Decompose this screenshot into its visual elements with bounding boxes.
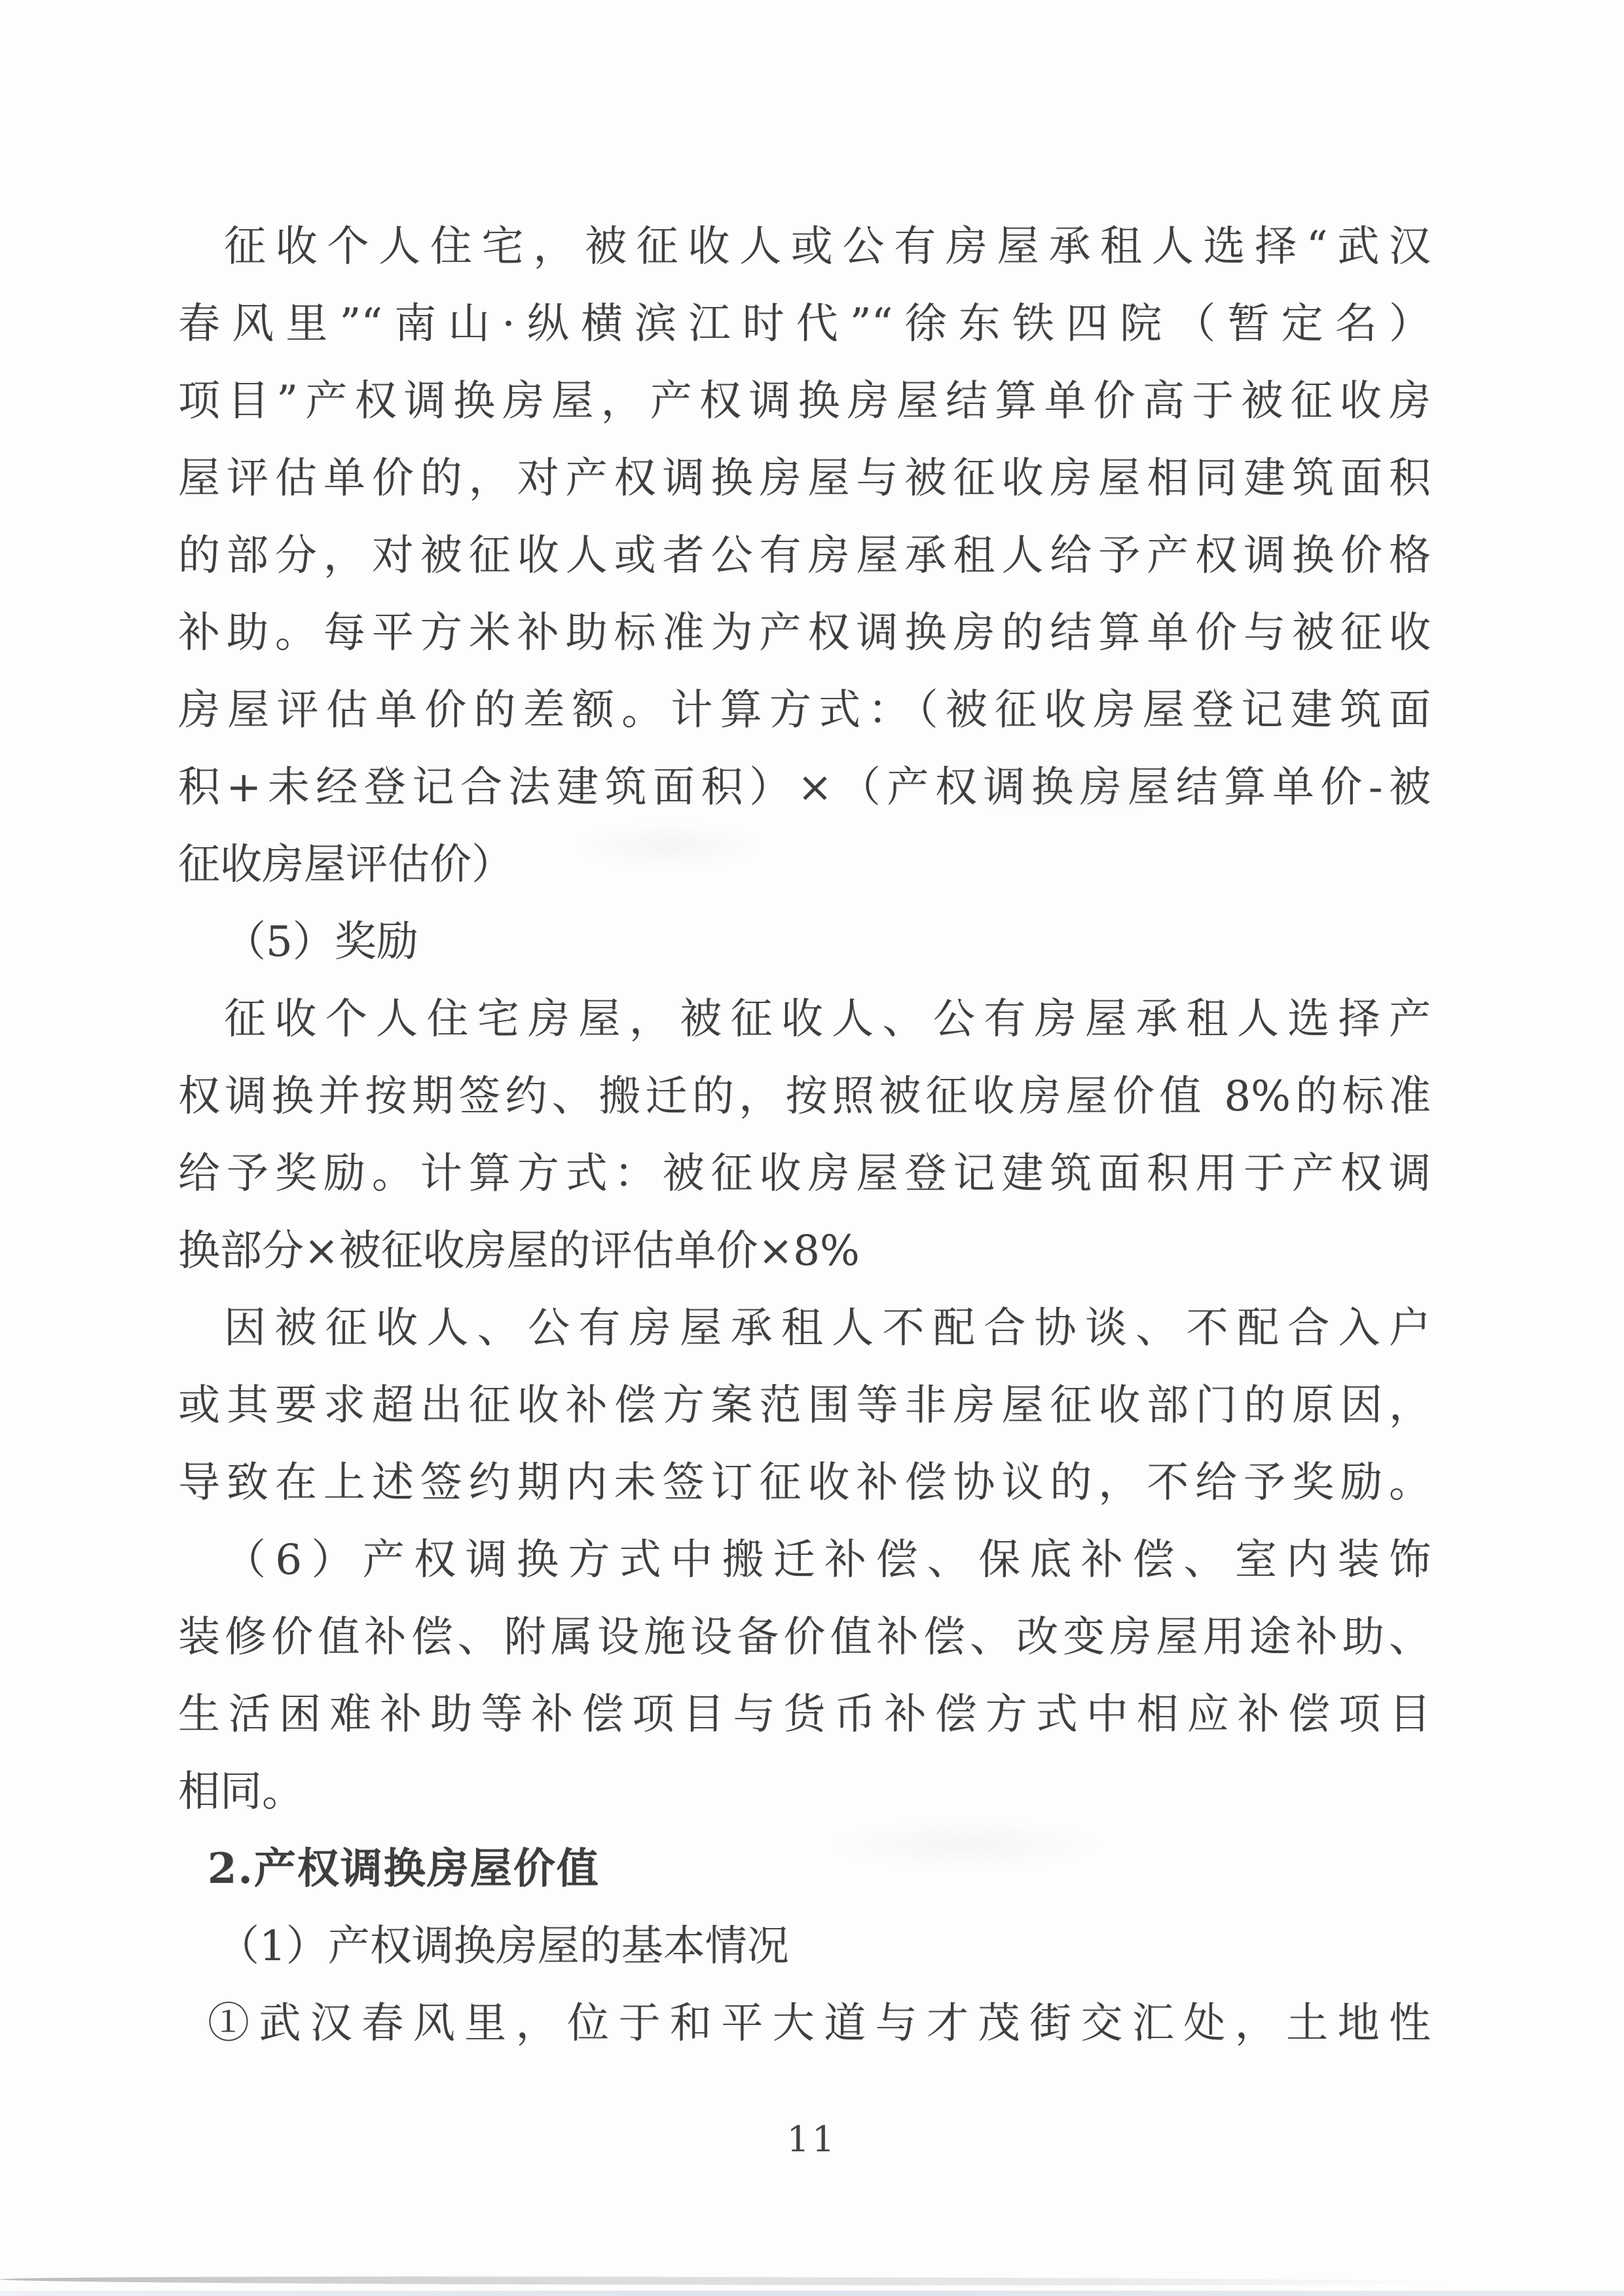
paragraph-line: 生活困难补助等补偿项目与货币补偿方式中相应补偿项目 (178, 1690, 1431, 1739)
page-number: 11 (786, 2119, 838, 2160)
paragraph-line: 项目”产权调换房屋，产权调换房屋结算单价高于被征收房 (178, 377, 1431, 426)
paragraph-line: （6）产权调换方式中搬迁补偿、保底补偿、室内装饰 (224, 1536, 1431, 1584)
paragraph-line: 换部分×被征收房屋的评估单价×8% (178, 1227, 860, 1275)
paragraph-line: 给予奖励。计算方式：被征收房屋登记建筑面积用于产权调 (178, 1150, 1431, 1198)
paragraph-line: 权调换并按期签约、搬迁的，按照被征收房屋价值 8%的标准 (178, 1072, 1431, 1121)
paragraph-line: 或其要求超出征收补偿方案范围等非房屋征收部门的原因， (178, 1381, 1431, 1430)
paragraph-line: 征收房屋评估价） (178, 841, 513, 889)
paragraph-line: 积+未经登记合法建筑面积）×（产权调换房屋结算单价-被 (178, 763, 1431, 812)
paragraph-line: 的部分，对被征收人或者公有房屋承租人给予产权调换价格 (178, 532, 1431, 580)
paragraph-line: 因被征收人、公有房屋承租人不配合协谈、不配合入户 (224, 1304, 1431, 1353)
paragraph-line: 屋评估单价的，对产权调换房屋与被征收房屋相同建筑面积 (178, 454, 1431, 503)
paragraph-line: 征收个人住宅，被征收人或公有房屋承租人选择“武汉 (224, 223, 1431, 271)
paragraph-line: ①武汉春风里，位于和平大道与才茂街交汇处，土地性 (208, 1999, 1431, 2048)
scan-edge-artifact (0, 2291, 1624, 2296)
paragraph-line: 相同。 (178, 1768, 304, 1816)
section-heading: 2.产权调换房屋价值 (208, 1844, 600, 1893)
document-body (178, 208, 1431, 2062)
scan-shadow-artifact (0, 2276, 1454, 2287)
paragraph-line: 房屋评估单价的差额。计算方式：（被征收房屋登记建筑面 (178, 686, 1431, 735)
paragraph-line: 征收个人住宅房屋，被征收人、公有房屋承租人选择产 (224, 995, 1431, 1044)
paragraph-line: 导致在上述签约期内未签订征收补偿协议的，不给予奖励。 (178, 1459, 1431, 1507)
subsection-heading: （1）产权调换房屋的基本情况 (217, 1922, 789, 1971)
list-item-heading: （5）奖励 (224, 918, 418, 966)
paragraph-line: 装修价值补偿、附属设施设备价值补偿、改变房屋用途补助、 (178, 1613, 1431, 1662)
paragraph-line: 春风里”“南山·纵横滨江时代”“徐东铁四院（暂定名） (178, 300, 1431, 348)
paragraph-line: 补助。每平方米补助标准为产权调换房的结算单价与被征收 (178, 609, 1431, 657)
